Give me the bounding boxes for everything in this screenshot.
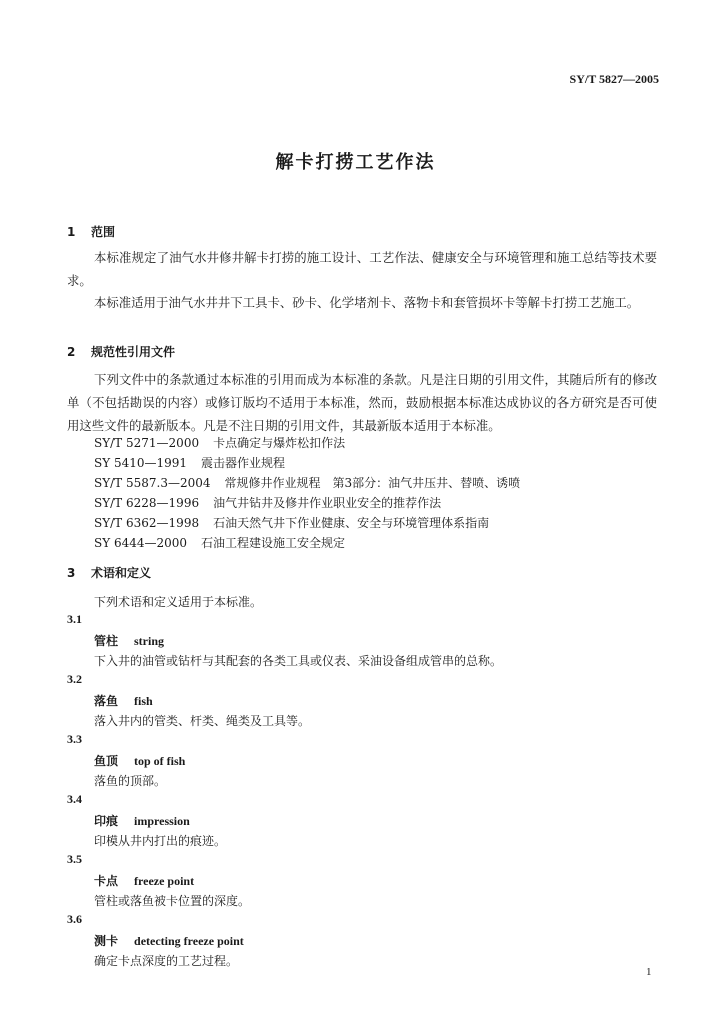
reference-code: SY/T 6362—1998 <box>94 516 200 530</box>
reference-code: SY 5410—1991 <box>94 456 188 470</box>
term-heading <box>94 752 185 769</box>
term-heading <box>94 692 153 709</box>
reference-title: 油气井钻井及修井作业职业安全的推荐作法 <box>213 496 442 510</box>
section-number: 1 <box>67 225 76 239</box>
reference-item <box>94 434 345 451</box>
term-definition: 管柱或落鱼被卡位置的深度。 <box>94 894 251 908</box>
term-number: 3.2 <box>67 672 82 686</box>
section-number: 2 <box>67 345 76 359</box>
reference-code: SY 6444—2000 <box>94 536 188 550</box>
section-title: 术语和定义 <box>91 566 152 580</box>
term-en: string <box>134 634 165 648</box>
section-3-heading <box>67 564 151 581</box>
term-cn: 卡点 <box>94 874 119 888</box>
section-2-paragraph: 下列文件中的条款通过本标准的引用而成为本标准的条款。凡是注日期的引用文件，其随后所有的修改单（不包括勘误的内容）或修订版均不适用于本标准，然而，鼓励根据本标准达成协议的各方研究是否可使用这些文件的最新版本。凡是不注日期的引用文件，其最新版本适用于本标准。 <box>67 372 657 433</box>
reference-item <box>94 474 520 491</box>
reference-item <box>94 454 285 471</box>
reference-title: 石油工程建设施工安全规定 <box>201 536 346 550</box>
reference-item <box>94 494 441 511</box>
term-en: fish <box>134 694 153 708</box>
term-definition: 落入井内的管类、杆类、绳类及工具等。 <box>94 714 311 728</box>
term-definition: 确定卡点深度的工艺过程。 <box>94 954 239 968</box>
section-title: 范围 <box>91 225 116 239</box>
reference-code: SY/T 5587.3—2004 <box>94 476 211 490</box>
term-cn: 鱼顶 <box>94 754 119 768</box>
section-1-heading <box>67 223 115 240</box>
term-definition: 落鱼的顶部。 <box>94 774 167 788</box>
section-1-paragraph-2: 本标准适用于油气水井井下工具卡、砂卡、化学堵剂卡、落物卡和套管损坏卡等解卡打捞工艺施工。 <box>94 295 640 310</box>
term-cn: 落鱼 <box>94 694 119 708</box>
term-number: 3.6 <box>67 912 82 926</box>
term-number: 3.3 <box>67 732 82 746</box>
term-number: 3.4 <box>67 792 82 806</box>
term-en: detecting freeze point <box>134 934 244 948</box>
section-number: 3 <box>67 566 76 580</box>
reference-code: SY/T 6228—1996 <box>94 496 200 510</box>
section-3-intro: 下列术语和定义适用于本标准。 <box>94 595 263 609</box>
document-title: 解卡打捞工艺作法 <box>275 152 436 173</box>
reference-code: SY/T 5271—2000 <box>94 436 200 450</box>
term-cn: 测卡 <box>94 934 119 948</box>
reference-title: 石油天然气井下作业健康、安全与环境管理体系指南 <box>213 516 490 530</box>
term-number: 3.5 <box>67 852 82 866</box>
term-cn: 印痕 <box>94 814 119 828</box>
term-heading <box>94 872 194 889</box>
term-en: top of fish <box>134 754 186 768</box>
term-en: freeze point <box>134 874 195 888</box>
section-1-paragraph-1: 本标准规定了油气水井修井解卡打捞的施工设计、工艺作法、健康安全与环境管理和施工总结等技术要求。 <box>67 250 657 288</box>
term-en: impression <box>134 814 190 828</box>
section-title: 规范性引用文件 <box>91 345 176 359</box>
term-heading <box>94 932 244 949</box>
reference-title: 卡点确定与爆炸松扣作法 <box>213 436 346 450</box>
term-definition: 印模从井内打出的痕迹。 <box>94 834 227 848</box>
reference-item <box>94 534 345 551</box>
standard-code: SY/T 5827—2005 <box>569 72 659 86</box>
term-number: 3.1 <box>67 612 82 626</box>
term-definition: 下入井的油管或钻杆与其配套的各类工具或仪表、采油设备组成管串的总称。 <box>94 654 503 668</box>
term-heading <box>94 812 190 829</box>
term-heading <box>94 632 164 649</box>
reference-title: 常规修井作业规程 第3部分：油气井压井、替喷、诱喷 <box>224 476 521 490</box>
section-2-heading <box>67 343 175 360</box>
page-number: 1 <box>646 966 652 978</box>
reference-title: 震击器作业规程 <box>201 456 286 470</box>
term-cn: 管柱 <box>94 634 119 648</box>
reference-item <box>94 514 489 531</box>
